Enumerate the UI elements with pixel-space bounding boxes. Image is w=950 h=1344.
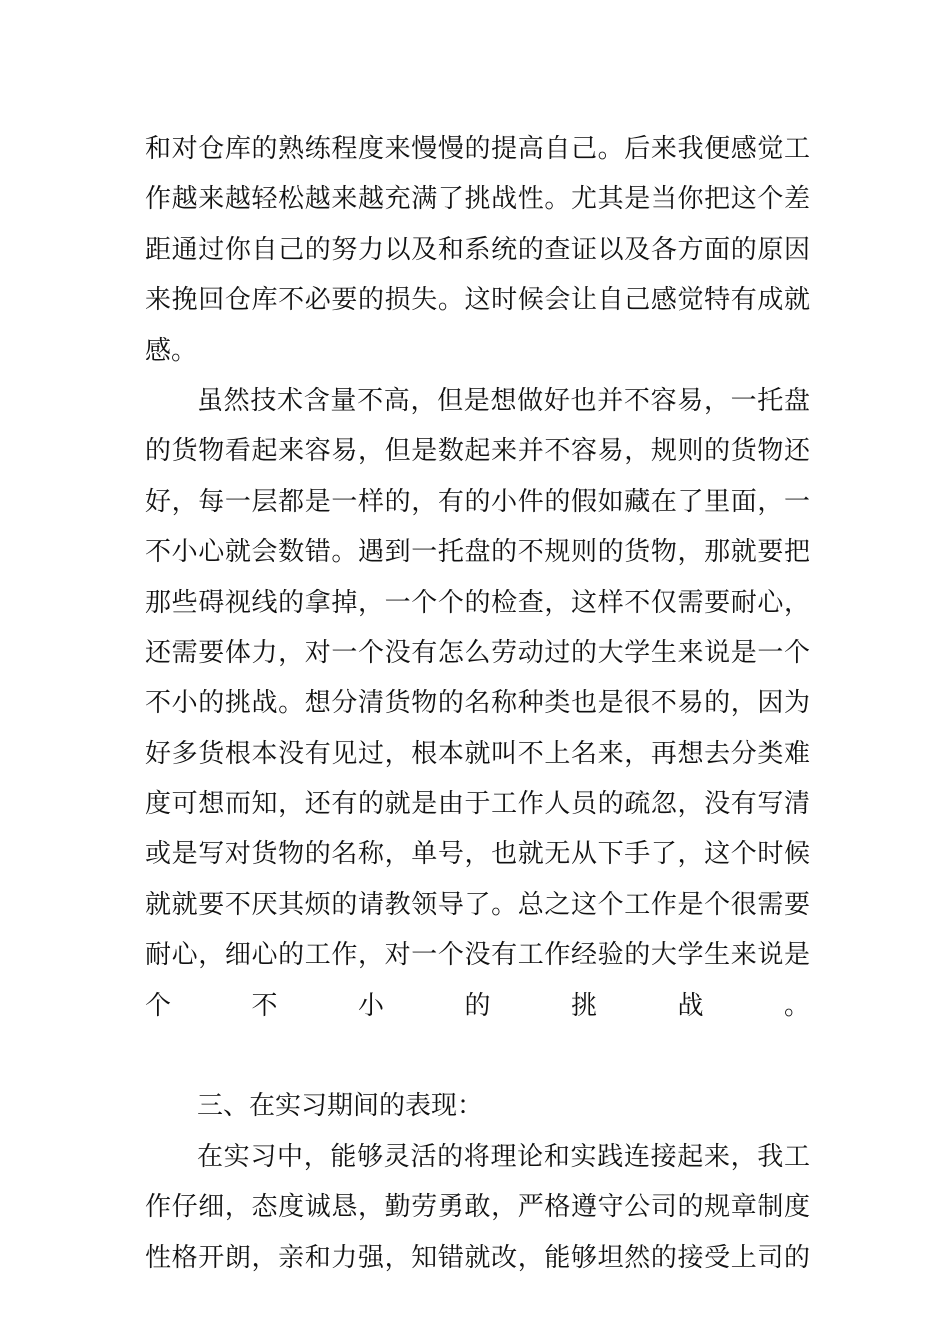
text-line: 的货物看起来容易，但是数起来并不容易，规则的货物还 [145,436,810,467]
paragraph-2 [145,376,810,1081]
text-line: 好，每一层都是一样的，有的小件的假如藏在了里面，一 [145,486,810,517]
text-line: 不小心就会数错。遇到一托盘的不规则的货物，那就要把 [145,537,810,568]
paragraph-1 [145,124,810,376]
text-line: 就就要不厌其烦的请教领导了。总之这个工作是个很需要 [145,889,810,920]
text-line: 来挽回仓库不必要的损失。这时候会让自己感觉特有成就 [145,285,810,316]
text-line: 或是写对货物的名称，单号，也就无从下手了，这个时候 [145,839,810,870]
section-heading [145,1081,810,1131]
text-line: 虽然技术含量不高，但是想做好也并不容易，一托盘 [197,385,810,416]
text-line: 和对仓库的熟练程度来慢慢的提高自己。后来我便感觉工 [145,134,810,164]
text-line [145,1031,810,1081]
section-heading-text: 三、在实习期间的表现： [197,1091,484,1122]
text-line: 作越来越轻松越来越充满了挑战性。尤其是当你把这个差 [145,184,810,215]
text-line: 性格开朗，亲和力强，知错就改，能够坦然的接受上司的 [145,1242,810,1273]
text-line: 度可想而知，还有的就是由于工作人员的疏忽，没有写清 [145,789,810,820]
text-line: 个不小的挑战。 [145,990,810,1021]
text-line: 在实习中，能够灵活的将理论和实践连接起来，我工 [197,1141,810,1172]
text-line: 好多货根本没有见过，根本就叫不上名来，再想去分类难 [145,738,810,769]
text-line: 耐心，细心的工作，对一个没有工作经验的大学生来说是 [145,940,810,971]
text-line: 感。 [145,335,198,366]
document-body [145,124,810,1283]
text-line: 作仔细，态度诚恳，勤劳勇敢，严格遵守公司的规章制度 [145,1192,810,1223]
text-line: 那些碍视线的拿掉，一个个的检查，这样不仅需要耐心， [145,587,810,618]
text-line: 还需要体力，对一个没有怎么劳动过的大学生来说是一个 [145,637,810,668]
paragraph-3 [145,1132,810,1283]
text-line: 距通过你自己的努力以及和系统的查证以及各方面的原因 [145,234,810,265]
text-line: 不小的挑战。想分清货物的名称种类也是很不易的，因为 [145,688,810,719]
